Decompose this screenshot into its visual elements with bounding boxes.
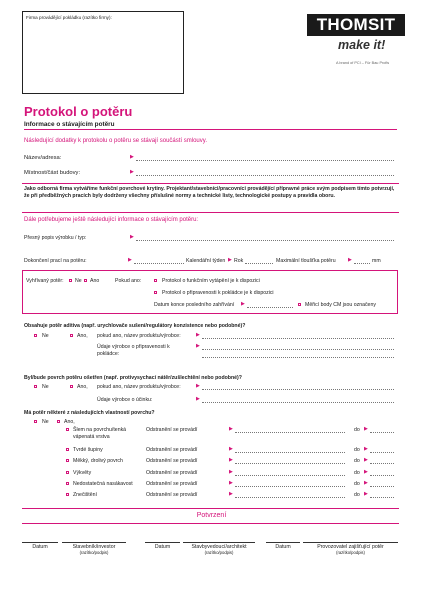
signature-role-label: Stavebník/investor [72, 544, 116, 550]
surface-removal-label: Odstranění se provádí [146, 481, 198, 487]
arrow-icon: ▶ [196, 396, 200, 402]
surface-item-label: Výkvěty [73, 470, 92, 476]
surface-removal-label: Odstranění se provádí [146, 470, 198, 476]
arrow-icon: ▶ [241, 301, 245, 307]
signature-date-line[interactable] [22, 542, 58, 543]
surface-removal-label: Odstranění se provádí [146, 447, 198, 453]
readiness-protocol-label: Protokol o připravenosti k pokládce je k dispozici [162, 290, 274, 296]
surface-removal-label: Odstranění se provádí [146, 492, 198, 498]
surface-to-label: do [354, 427, 360, 433]
treated-effect-label: Údaje výrobce o účinku: [97, 397, 153, 403]
signature-date-line[interactable] [145, 542, 180, 543]
treated-question: Byl/bude povrch potěru ošetřen (např. protivysychací nátěr/zušlechtění nebo podobné)? [24, 375, 242, 381]
surface-no-checkbox[interactable] [34, 420, 37, 423]
surface-to-label: do [354, 447, 360, 453]
treated-yes-checkbox[interactable] [70, 385, 73, 388]
signature-date-line[interactable] [266, 542, 300, 543]
surface-to-label: do [354, 481, 360, 487]
arrow-icon: ▶ [229, 491, 233, 497]
surface-removal-input[interactable] [235, 463, 345, 464]
heating-end-date-label: Datum konce posledního zahřívání [154, 302, 235, 308]
surface-item-checkbox[interactable] [66, 448, 69, 451]
additives-no-checkbox[interactable] [34, 334, 37, 337]
statement-text: Jako odborná firma vytváříme funkční povrchové krytiny. Projektant/stavebníci/pracovníci provádějící přípravné práce svým podpisem tímto potvrzují, že při předběžných pracích byly dodrženy všechny příslušné normy a technické listy, technologické postupy a pravidla oboru. [24, 186, 395, 200]
cm-points-checkbox[interactable] [298, 303, 301, 306]
company-stamp-box [22, 11, 184, 94]
surface-removal-input[interactable] [235, 452, 345, 453]
surface-removal-label: Odstranění se provádí [146, 427, 198, 433]
signature-role-label: Provozovatel zajišťující potěr [317, 544, 384, 550]
brand-tagline: make it! [338, 38, 386, 52]
surface-item-label: Šlem na povrchu/tenká vápenatá vrstva [73, 427, 127, 440]
client-label: Název/adresa: [24, 155, 62, 161]
additives-manufacturer-input[interactable] [202, 338, 394, 339]
surface-removal-input[interactable] [235, 486, 345, 487]
stamp-box-label: Firma provádějící pokládku (razítko firmy): [26, 15, 112, 20]
brand-logo [307, 14, 405, 36]
arrow-icon: ▶ [196, 332, 200, 338]
cm-points-label: Měřicí body CM jsou označeny [305, 302, 376, 308]
treated-manufacturer-input[interactable] [202, 389, 394, 390]
surface-item-label: Měkký, drolivý povrch [73, 458, 123, 464]
arrow-icon: ▶ [229, 480, 233, 486]
additives-yes-label: Ano, [77, 333, 88, 339]
additives-manufacturer-label: pokud ano, název produktu/výrobce: [97, 333, 181, 339]
additives-no-label: Ne [42, 333, 49, 339]
arrow-icon: ▶ [228, 257, 232, 263]
heated-yes-checkbox[interactable] [84, 279, 87, 282]
surface-item-checkbox[interactable] [66, 493, 69, 496]
surface-removal-input[interactable] [235, 432, 345, 433]
arrow-icon: ▶ [364, 426, 368, 432]
heating-protocol-checkbox[interactable] [154, 279, 157, 282]
arrow-icon: ▶ [130, 154, 134, 160]
surface-to-input[interactable] [370, 497, 394, 498]
treated-no-label: Ne [42, 384, 49, 390]
heated-no-checkbox[interactable] [69, 279, 72, 282]
surface-removal-input[interactable] [235, 475, 345, 476]
surface-item-label: Tvrdé šupiny [73, 447, 103, 453]
surface-no-label: Ne [42, 419, 49, 425]
signature-line[interactable] [183, 542, 255, 543]
building-label: Místnost/část budovy: [24, 170, 81, 176]
arrow-icon: ▶ [229, 446, 233, 452]
arrow-icon: ▶ [364, 446, 368, 452]
page-title: Protokol o potěru [24, 104, 133, 119]
completion-year-input[interactable] [245, 263, 273, 264]
arrow-icon: ▶ [196, 343, 200, 349]
surface-item-checkbox[interactable] [66, 471, 69, 474]
surface-removal-label: Odstranění se provádí [146, 458, 198, 464]
treated-no-checkbox[interactable] [34, 385, 37, 388]
further-info-text: Dále potřebujeme ještě následující informace o stávajícím potěru: [24, 217, 199, 223]
arrow-icon: ▶ [130, 169, 134, 175]
additives-question: Obsahuje potěr aditiva (např. urychlovače sušení/regulátory konzistence nebo podobné)? [24, 323, 246, 329]
heating-end-date-input[interactable] [247, 307, 293, 308]
heated-if-yes-label: Pokud ano: [115, 278, 142, 284]
arrow-icon: ▶ [348, 257, 352, 263]
heating-protocol-label: Protokol o funkčním vytápění je k dispozici [162, 278, 260, 284]
surface-to-label: do [354, 470, 360, 476]
signature-date-label: Datum [32, 544, 48, 550]
signature-line[interactable] [62, 542, 126, 543]
heated-label: Vyhřívaný potěr: [26, 278, 64, 284]
thickness-unit: mm [372, 258, 381, 264]
readiness-protocol-checkbox[interactable] [154, 291, 157, 294]
completion-label: Dokončení prací na potěru: [24, 258, 87, 264]
arrow-icon: ▶ [364, 491, 368, 497]
completion-week-label: Kalendářní týden [186, 258, 226, 264]
arrow-icon: ▶ [229, 469, 233, 475]
signature-role-label: Stavbyvedoucí/architekt [191, 544, 247, 550]
brand-subtitle: A brand of PCI – Für Bau Profis [336, 61, 390, 65]
brand-name: THOMSIT [316, 15, 396, 34]
screed-type-input[interactable] [136, 240, 394, 241]
signature-date-label: Datum [154, 544, 171, 550]
heated-no-label: Ne [75, 278, 82, 284]
surface-item-checkbox[interactable] [66, 428, 69, 431]
page-subtitle: Informace o stávajícím potěru [24, 121, 115, 128]
surface-to-input[interactable] [370, 452, 394, 453]
surface-to-input[interactable] [370, 463, 394, 464]
signature-note-label: (razítko/podpis) [79, 550, 109, 555]
surface-yes-checkbox[interactable] [57, 420, 60, 423]
surface-item-checkbox[interactable] [66, 459, 69, 462]
arrow-icon: ▶ [229, 457, 233, 463]
arrow-icon: ▶ [130, 234, 134, 240]
screed-type-label: Přesný popis výrobku / typ: [24, 235, 87, 241]
signature-date-label: Datum [275, 544, 291, 550]
signature-line[interactable] [303, 542, 398, 543]
arrow-icon: ▶ [196, 383, 200, 389]
arrow-icon: ▶ [128, 257, 132, 263]
additives-readiness-input-line2[interactable] [202, 357, 394, 358]
confirmation-heading: Potvrzení [196, 512, 227, 519]
signature-note-label: (razítko/podpis) [204, 550, 234, 555]
arrow-icon: ▶ [364, 480, 368, 486]
thickness-input[interactable] [354, 263, 370, 264]
arrow-icon: ▶ [229, 426, 233, 432]
completion-year-label: Rok [234, 258, 244, 264]
surface-to-input[interactable] [370, 475, 394, 476]
heated-yes-label: Ano [90, 278, 100, 284]
arrow-icon: ▶ [364, 457, 368, 463]
surface-to-input[interactable] [370, 432, 394, 433]
surface-to-label: do [354, 492, 360, 498]
surface-item-label: Nedostatečná nasákavost [73, 481, 133, 487]
intro-text: Následující dodatky k protokolu o potěru se stávají součástí smlouvy. [24, 138, 207, 144]
surface-item-label: Znečištění [73, 492, 97, 498]
additives-readiness-input[interactable] [202, 349, 394, 350]
surface-item-checkbox[interactable] [66, 482, 69, 485]
surface-to-label: do [354, 458, 360, 464]
arrow-icon: ▶ [364, 469, 368, 475]
surface-yes-label: Ano, [64, 419, 75, 425]
surface-removal-input[interactable] [235, 497, 345, 498]
surface-question: Má potěr některé z následujících vlastností povrchu? [24, 410, 155, 416]
additives-yes-checkbox[interactable] [70, 334, 73, 337]
completion-week-input[interactable] [134, 263, 184, 264]
thickness-label: Maximální tloušťka potěru [276, 258, 336, 264]
signature-note-label: (razítko/podpis) [336, 550, 365, 555]
treated-manufacturer-label: pokud ano, název produktu/výrobce: [97, 384, 181, 390]
surface-to-input[interactable] [370, 486, 394, 487]
client-input[interactable] [136, 160, 394, 161]
additives-readiness-label: Údaje výrobce o připravenosti k pokládce: [97, 344, 170, 357]
treated-effect-input[interactable] [202, 402, 394, 403]
treated-yes-label: Ano, [77, 384, 88, 390]
building-input[interactable] [136, 175, 394, 176]
